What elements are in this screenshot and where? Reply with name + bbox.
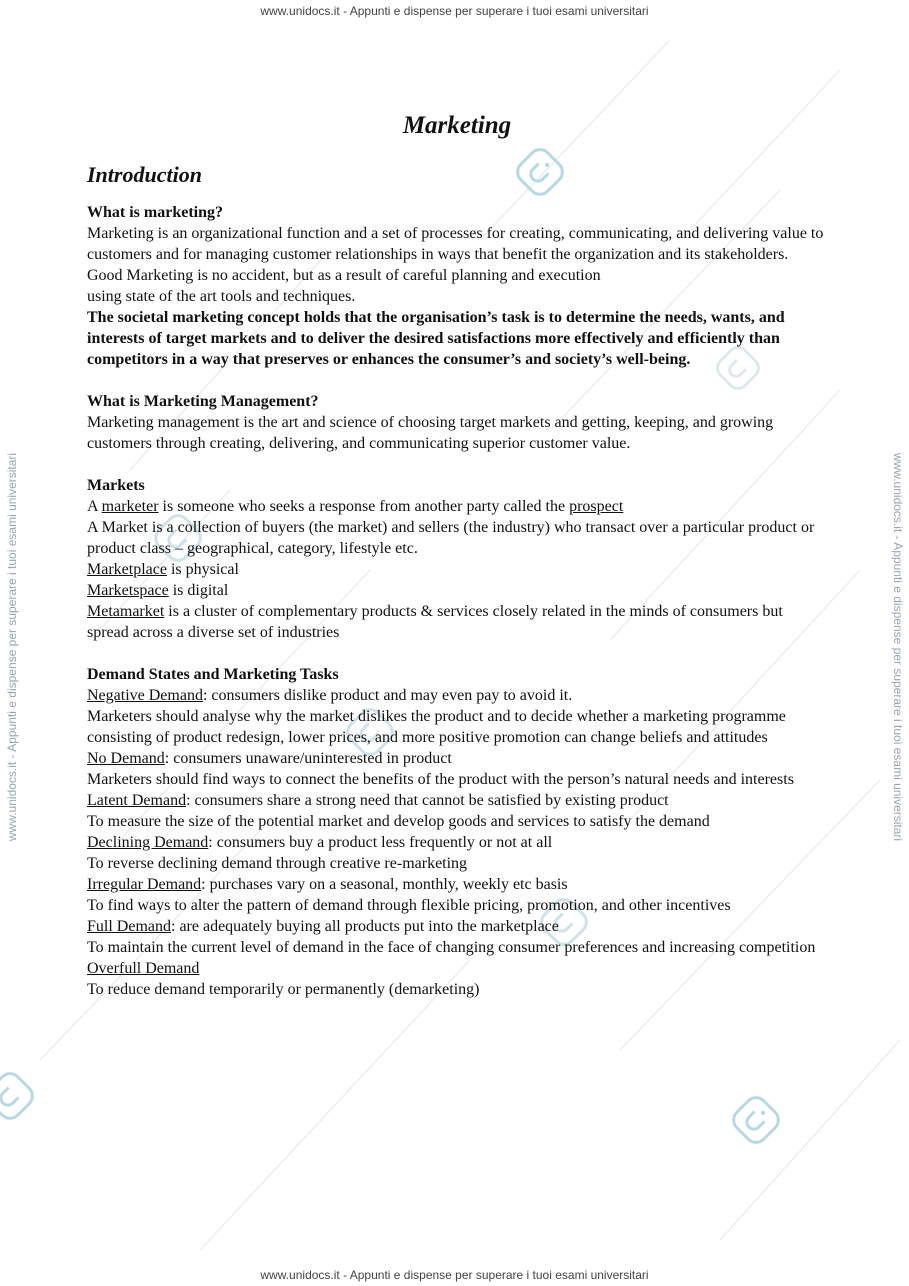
page-footer[interactable]: www.unidocs.it - Appunti e dispense per superare i tuoi esami universitari [260, 1268, 649, 1282]
side-watermark-left: www.unidocs.it - Appunti e dispense per superare i tuoi esami universitari [5, 452, 19, 842]
markets-line [87, 559, 827, 580]
text: is physical [166, 561, 239, 578]
term-marketplace: Marketplace [87, 561, 167, 578]
demand-task: Marketers should find ways to connect the benefits of the product with the person’s natural needs and interests [87, 771, 794, 788]
term-metamarket: Metamarket [87, 603, 165, 620]
demand-task: To maintain the current level of demand in the face of changing consumer preferences and increasing competition [87, 939, 816, 956]
markets-line [87, 601, 827, 643]
document-title: Marketing [402, 112, 512, 139]
paragraph: Good Marketing is no accident, but as a result of careful planning and execution [87, 267, 601, 284]
demand-term: Latent Demand [87, 792, 187, 809]
demand-state [87, 874, 827, 895]
text: is a cluster of complementary products & services closely related in the minds of consumers but spread across a diverse set of industries [87, 603, 783, 641]
demand-state [87, 748, 827, 769]
term-marketer: marketer [101, 498, 159, 515]
watermark-logo-icon [0, 1072, 34, 1120]
demand-task: To reduce demand temporarily or permanently (demarketing) [87, 981, 480, 998]
block-marketing-management [87, 391, 827, 454]
heading-demand: Demand States and Marketing Tasks [87, 666, 339, 683]
demand-desc: : consumers share a strong need that cannot be satisfied by existing product [186, 792, 669, 809]
demand-state [87, 958, 827, 979]
text: A [87, 498, 102, 515]
demand-state [87, 916, 827, 937]
demand-term: Irregular Demand [87, 876, 202, 893]
demand-term: No Demand [87, 750, 165, 767]
demand-term: Declining Demand [87, 834, 209, 851]
demand-term: Overfull Demand [87, 960, 200, 977]
demand-state [87, 790, 827, 811]
page-header[interactable]: www.unidocs.it - Appunti e dispense per superare i tuoi esami universitari [260, 4, 649, 18]
block-what-is-marketing [87, 202, 827, 370]
block-demand [87, 664, 827, 1000]
paragraph-bold: The societal marketing concept holds that the organisation’s task is to determine the needs, wants, and interests of target markets and to deliver the desired satisfactions more effectively and efficiently than competitors in a way that preserves or enhances the consumer’s and society’s well-being. [87, 309, 785, 368]
demand-term: Negative Demand [87, 687, 203, 704]
text: is someone who seeks a response from another party called the [158, 498, 570, 515]
heading-what-is-marketing: What is marketing? [87, 204, 223, 221]
demand-desc: : purchases vary on a seasonal, monthly, weekly etc basis [201, 876, 568, 893]
demand-term: Full Demand [87, 918, 171, 935]
term-marketspace: Marketspace [87, 582, 169, 599]
heading-marketing-management: What is Marketing Management? [87, 393, 319, 410]
demand-desc: : consumers dislike product and may even pay to avoid it. [202, 687, 573, 704]
demand-task: To measure the size of the potential market and develop goods and services to satisfy the demand [87, 813, 710, 830]
document-body [87, 108, 827, 1000]
demand-state [87, 832, 827, 853]
demand-desc: : consumers unaware/uninterested in product [164, 750, 452, 767]
demand-desc: : are adequately buying all products put into the marketplace [171, 918, 559, 935]
section-title: Introduction [87, 162, 202, 187]
side-watermark-right: www.unidocs.it - Appunti e dispense per superare i tuoi esami universitari [891, 452, 905, 842]
markets-line [87, 580, 827, 601]
demand-task: To find ways to alter the pattern of demand through flexible pricing, promotion, and other incentives [87, 897, 731, 914]
text: is digital [168, 582, 229, 599]
demand-desc: : consumers buy a product less frequently or not at all [208, 834, 553, 851]
block-markets [87, 475, 827, 643]
demand-task: To reverse declining demand through creative re-marketing [87, 855, 468, 872]
term-prospect: prospect [569, 498, 624, 515]
paragraph: Marketing is an organizational function and a set of processes for creating, communicating, and delivering value to customers and for managing customer relationships in ways that benefit the organization and its stakeholders. [87, 225, 824, 263]
paragraph: using state of the art tools and techniques. [87, 288, 356, 305]
paragraph: Marketing management is the art and science of choosing target markets and getting, keeping, and growing customers through creating, delivering, and communicating superior customer value. [87, 414, 774, 452]
watermark-logo-icon [732, 1096, 780, 1144]
markets-line [87, 496, 827, 517]
heading-markets: Markets [87, 477, 145, 494]
demand-state [87, 685, 827, 706]
markets-line: A Market is a collection of buyers (the market) and sellers (the industry) who transact over a particular product or product class – geographical, category, lifestyle etc. [87, 519, 815, 557]
demand-task: Marketers should analyse why the market dislikes the product and to decide whether a marketing programme consisting of product redesign, lower prices, and more positive promotion can change beliefs and attitudes [87, 708, 786, 746]
